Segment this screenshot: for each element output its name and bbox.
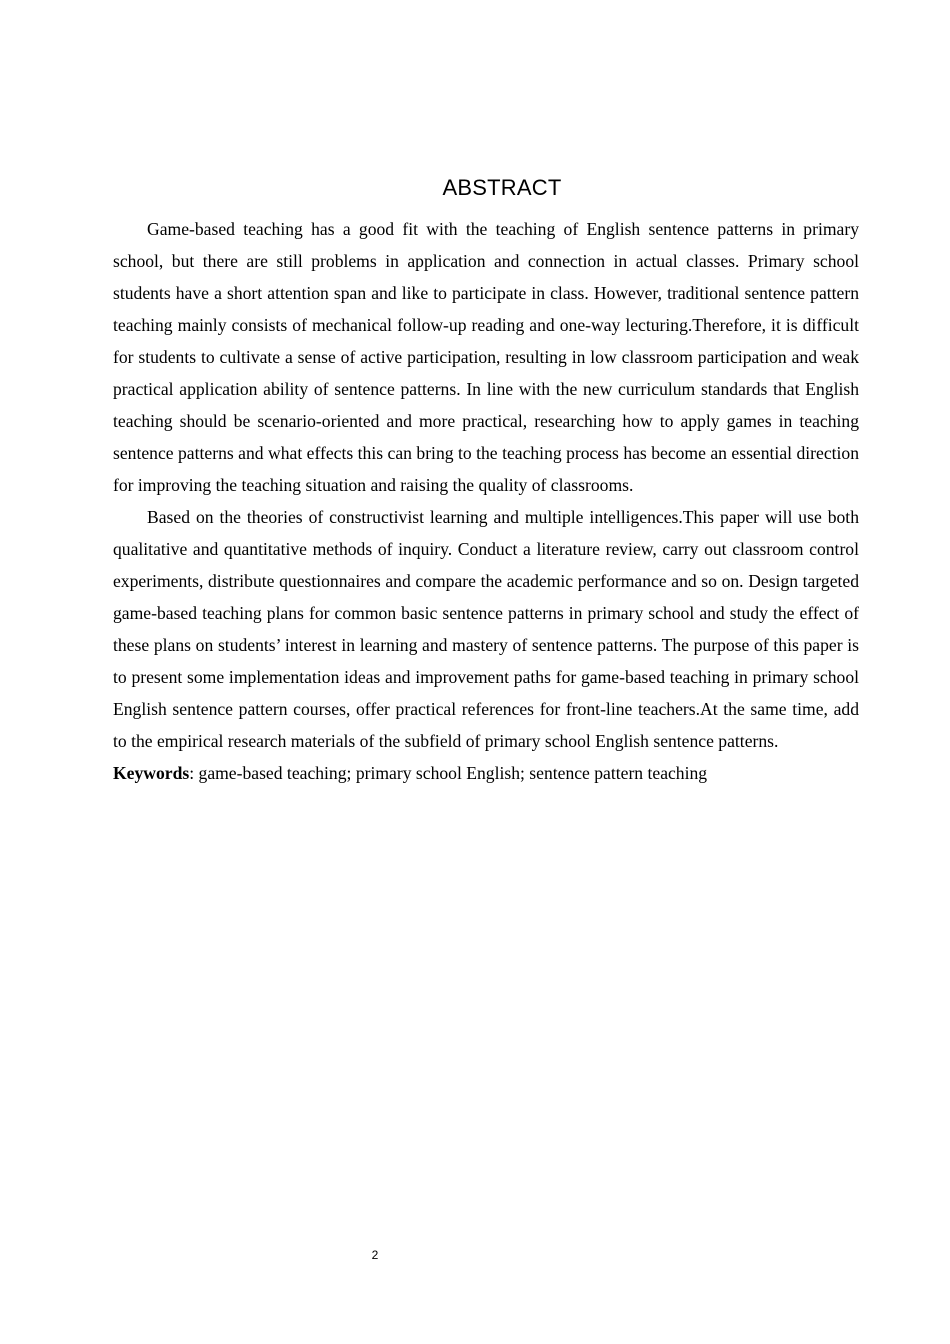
abstract-title: ABSTRACT — [442, 175, 562, 200]
keywords-text: : game-based teaching; primary school English; sentence pattern teaching — [189, 763, 708, 783]
abstract-paragraph-1: Game-based teaching has a good fit with the teaching of English sentence patterns in primary school, but there are still problems in application and connection in actual classes. Primary school students have a short attention span and like to participate in class. However, traditional sentence pattern teaching mainly consists of mechanical follow-up reading and one-way lecturing.Therefore, it is difficult for students to cultivate a sense of active participation, resulting in low classroom participation and weak practical application ability of sentence patterns. In line with the new curriculum standards that English teaching should be scenario-oriented and more practical, researching how to apply games in teaching sentence patterns and what effects this can bring to the teaching process has become an essential direction for improving the teaching situation and raising the quality of classrooms. — [113, 219, 859, 495]
keywords-label: Keywords — [113, 763, 190, 783]
keywords-line — [113, 757, 859, 789]
abstract-paragraph-2: Based on the theories of constructivist learning and multiple intelligences.This paper will use both qualitative and quantitative methods of inquiry. Conduct a literature review, carry out classroom control experiments, distribute questionnaires and compare the academic performance and so on. Design targeted game-based teaching plans for common basic sentence patterns in primary school and study the effect of these plans on students’ interest in learning and mastery of sentence patterns. The purpose of this paper is to present some implementation ideas and improvement paths for game-based teaching in primary school English sentence pattern courses, offer practical references for front-line teachers.At the same time, add to the empirical research materials of the subfield of primary school English sentence patterns. — [113, 507, 859, 751]
abstract-body — [113, 213, 859, 789]
page-number: 2 — [371, 1248, 379, 1262]
